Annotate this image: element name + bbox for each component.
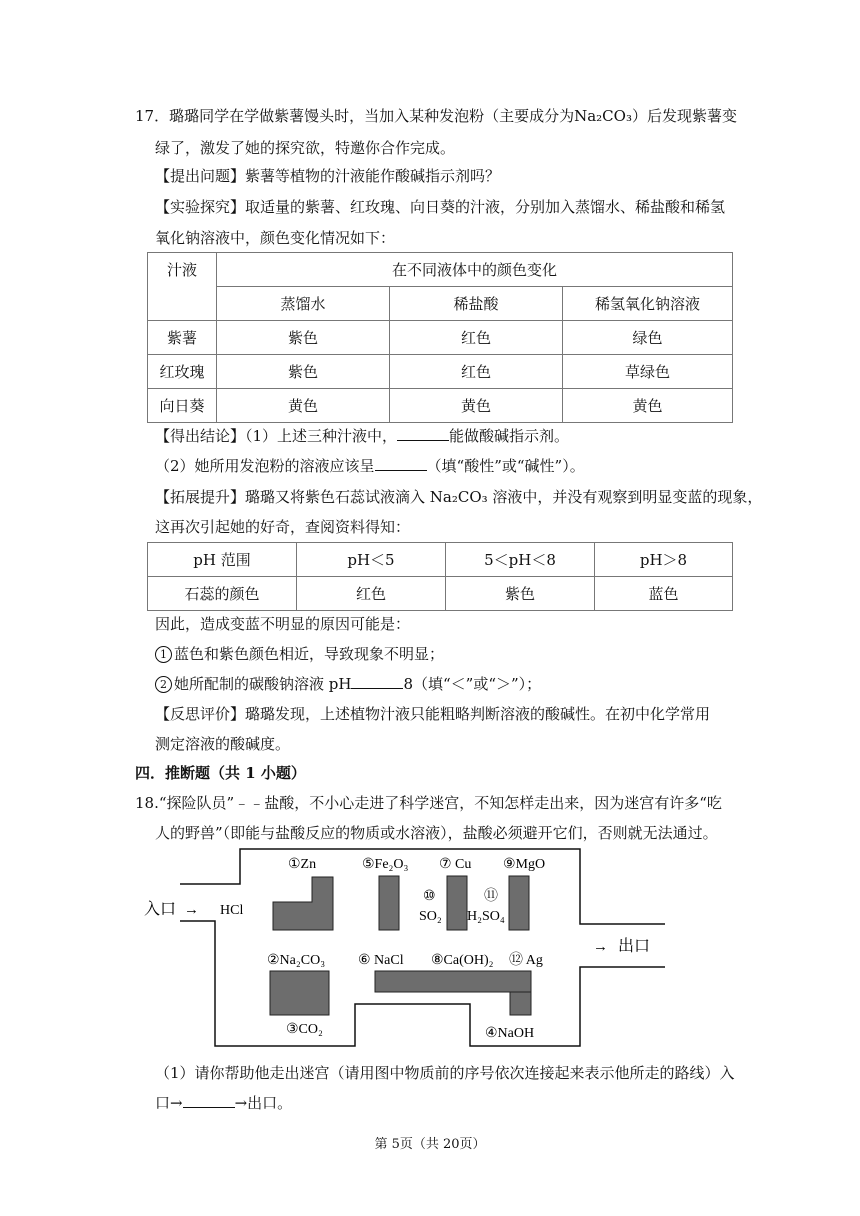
table1-cell: 红色: [390, 355, 563, 389]
q17-intro-line1: 17．璐璐同学在学做紫薯馒头时，当加入某种发泡粉（主要成分为Na₂CO₃）后发现紫薯变: [135, 107, 737, 125]
table1-cell: 绿色: [563, 321, 733, 355]
q18-intro-line1: 18.“探险队员”﹣﹣盐酸，不小心走进了科学迷宫，不知怎样走出来，因为迷宫有许多“吃: [135, 794, 722, 812]
na2co3-label: ②Na₂CO₃: [267, 953, 326, 968]
reason-1-text: 蓝色和紫色颜色相近，导致现象不明显；: [174, 645, 445, 663]
task-2-text-end: →出口。: [234, 1094, 293, 1112]
answer-blank[interactable]: [397, 426, 449, 441]
table1-row-name: 向日葵: [148, 389, 217, 423]
page-number: 第 5页（共 20页）: [374, 1137, 486, 1152]
table2-cell: 石蕊的颜色: [148, 577, 297, 611]
table1-subheader: 蒸馏水: [217, 287, 390, 321]
zn-label: ①Zn: [288, 857, 317, 872]
conclusion-2-text: （2）她所用发泡粉的溶液应该呈: [155, 457, 375, 475]
cu-block: [447, 876, 467, 930]
h2so4-label: H₂SO₄: [467, 909, 505, 924]
zn-block: [273, 877, 333, 930]
hcl-label: HCl: [220, 903, 244, 918]
table1-cell: 黄色: [390, 389, 563, 423]
table1-cell: 紫色: [217, 355, 390, 389]
answer-blank[interactable]: [375, 456, 427, 471]
conclusion-1-text-end: 能做酸碱指示剂。: [449, 427, 570, 445]
table2-cell: 蓝色: [595, 577, 733, 611]
table2-cell: 红色: [297, 577, 446, 611]
caoh2-label: ⑧Ca(OH)₂: [431, 953, 494, 968]
table1-cell: 紫色: [217, 321, 390, 355]
cu-label: ⑦ Cu: [439, 857, 472, 872]
q17-extend-line1: 【拓展提升】璐璐又将紫色石蕊试液滴入 Na₂CO₃ 溶液中，并没有观察到明显变蓝的现象，: [155, 488, 763, 506]
naoh-block: [510, 992, 531, 1015]
co2-label: ③CO₂: [286, 1022, 323, 1037]
table1-row-name: 红玫瑰: [148, 355, 217, 389]
q17-intro-line2: 绿了，激发了她的探究欲，特邀你合作完成。: [155, 139, 456, 157]
q17-reason-intro: 因此，造成变蓝不明显的原因可能是：: [155, 615, 411, 633]
table1-row: [148, 321, 733, 355]
table1-cell: 黄色: [217, 389, 390, 423]
q17-explore-line2: 氧化钠溶液中，颜色变化情况如下：: [155, 229, 396, 247]
q17-conclusion-2: [155, 455, 585, 476]
litmus-ph-table: [147, 542, 733, 611]
nacl-block: [375, 971, 531, 992]
table1-subheader: 稀氢氧化钠溶液: [563, 287, 733, 321]
answer-blank[interactable]: [351, 674, 403, 689]
table2-header: pH＞8: [595, 543, 733, 577]
table2-cell: 紫色: [446, 577, 595, 611]
table1-group-header: 在不同液体中的颜色变化: [217, 253, 733, 287]
q17-extend-line2: 这再次引起她的好奇，查阅资料得知：: [155, 518, 411, 536]
q17-reflect-line1: 【反思评价】璐璐发现，上述植物汁液只能粗略判断溶液的酸碱性。在初中化学常用: [155, 705, 711, 723]
reason-2-text-end: 8（填“＜”或“＞”）；: [403, 675, 542, 693]
reason-2-text: 她所配制的碳酸钠溶液 pH: [174, 675, 352, 693]
table2-header: pH 范围: [148, 543, 297, 577]
naoh-label: ④NaOH: [485, 1026, 535, 1041]
conclusion-2-text-end: （填“酸性”或“碱性”）。: [426, 457, 585, 475]
table1-cell: 草绿色: [563, 355, 733, 389]
answer-blank[interactable]: [183, 1093, 235, 1108]
q17-question: 【提出问题】紫薯等植物的汁液能作酸碱指示剂吗？: [155, 167, 501, 185]
q18-intro-line2: 人的野兽”（即能与盐酸反应的物质或水溶液），盐酸必须避开它们，否则就无法通过。: [155, 824, 718, 842]
table1-cell: 红色: [390, 321, 563, 355]
q17-conclusion-1: [155, 425, 569, 446]
exit-label: 出口: [618, 938, 651, 955]
fe2o3-block: [379, 876, 399, 930]
q18-task-line1: （1）请你帮助他走出迷宫（请用图中物质前的序号依次连接起来表示他所走的路线）入: [155, 1064, 735, 1082]
mgo-label: ⑨MgO: [503, 857, 546, 872]
na2co3-block: [270, 971, 329, 1015]
table1-col0-header: 汁液: [148, 253, 217, 321]
table1-subheader: 稀盐酸: [390, 287, 563, 321]
maze-diagram: [140, 844, 670, 1054]
h2so4-number: ⑪: [484, 889, 498, 904]
section-title: 四．推断题（共 1 小题）: [135, 764, 306, 782]
table1-row-name: 紫薯: [148, 321, 217, 355]
q17-reason-1: [155, 643, 444, 664]
table2-header: pH＜5: [297, 543, 446, 577]
q18-task-line2: [155, 1092, 292, 1113]
so2-label: SO₂: [419, 909, 442, 924]
q17-reflect-line2: 测定溶液的酸碱度。: [155, 735, 291, 753]
table2-header: 5＜pH＜8: [446, 543, 595, 577]
circled-number: 1: [155, 646, 172, 663]
ag-label: ⑫ Ag: [509, 953, 543, 968]
mgo-block: [509, 876, 529, 930]
nacl-label: ⑥ NaCl: [358, 953, 404, 968]
table1-row: [148, 389, 733, 423]
q17-explore-line1: 【实验探究】取适量的紫薯、红玫瑰、向日葵的汁液，分别加入蒸馏水、稀盐酸和稀氢: [155, 198, 726, 216]
circled-number: 2: [155, 676, 172, 693]
exit-arrow: →: [593, 939, 608, 955]
conclusion-1-text: 【得出结论】（1）上述三种汁液中，: [155, 427, 398, 445]
table1-cell: 黄色: [563, 389, 733, 423]
so2-number: ⑩: [423, 889, 436, 904]
indicator-color-table: [147, 252, 733, 423]
entrance-label: 入口: [144, 901, 177, 918]
q17-reason-2: [155, 673, 541, 694]
entrance-arrow: →: [184, 902, 199, 918]
fe2o3-label: ⑤Fe₂O₃: [362, 857, 409, 872]
table1-row: [148, 355, 733, 389]
task-2-text: 口→: [155, 1094, 183, 1112]
